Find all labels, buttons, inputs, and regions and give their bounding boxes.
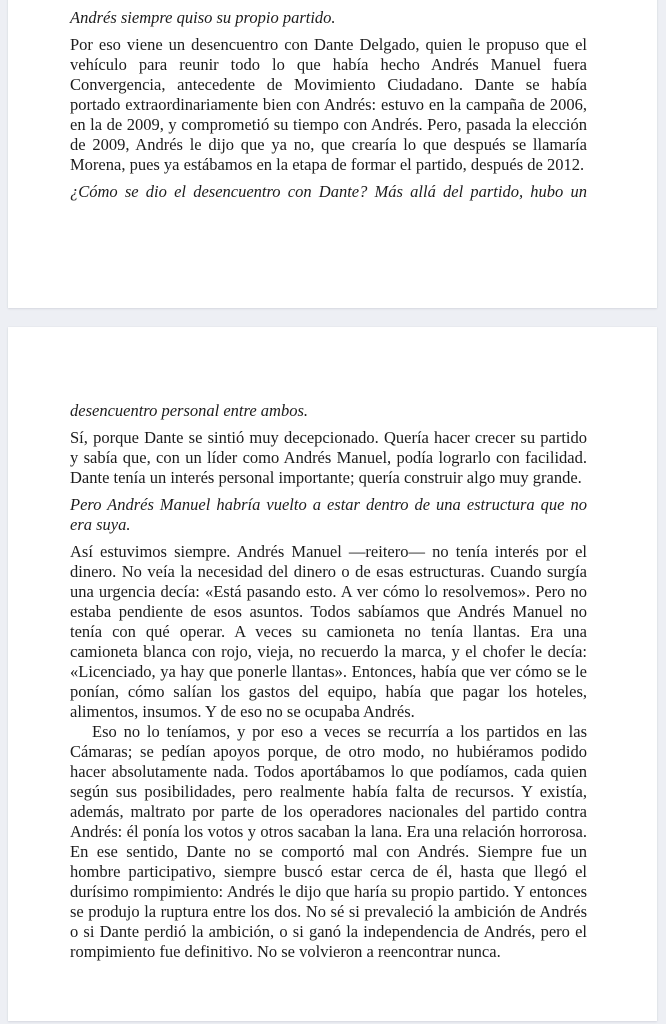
interview-answer: Por eso viene un desencuentro con Dante Delgado, quien le propuso que el vehículo para reunir todo lo que había hecho Andrés Manuel fuera Convergencia, antecedente de Movimiento Ciudadano. Dante se había portado extraordinariamente bien con Andrés: estuvo en la campaña de 2006, en la de 2009, y comprometió su tiempo con Andrés. Pero, pasada la elección de 2009, Andrés le dijo que ya no, que crearía lo que después se llamaría Morena, pues ya estábamos en la etapa de formar el partido, después de 2012. bbox=[70, 35, 587, 174]
interview-question: ¿Cómo se dio el desencuentro con Dante? Más allá del partido, hubo un bbox=[70, 182, 587, 201]
page-text-column bbox=[8, 0, 657, 202]
interview-answer: Sí, porque Dante se sintió muy decepcionado. Quería hacer crecer su partido y sabía que, con un líder como Andrés Manuel, podía lograrlo con facilidad. Dante tenía un interés personal importante; quería construir algo muy grande. bbox=[70, 428, 587, 487]
interview-question: desencuentro personal entre ambos. bbox=[70, 401, 308, 420]
interview-answer: Eso no lo teníamos, y por eso a veces se recurría a los partidos en las Cámaras; se pedían apoyos porque, de otro modo, no hubiéramos podido hacer absolutamente nada. Todos aportábamos lo que podíamos, cada quien según sus posibilidades, pero realmente había falta de recursos. Y existía, además, maltrato por parte de los operadores nacionales del partido contra Andrés: él ponía los votos y otros sacaban la lana. Era una relación horrorosa. En ese sentido, Dante no se comportó mal con Andrés. Siempre fue un hombre participativo, siempre buscó estar cerca de él, hasta que llegó el durísimo rompimiento: Andrés le dijo que haría su propio partido. Y entonces se produjo la ruptura entre los dos. No sé si prevaleció la ambición de Andrés o si Dante perdió la ambición, o si ganó la independencia de Andrés, pero el rompimiento fue definitivo. No se volvieron a reencontrar nunca. bbox=[70, 722, 587, 961]
interview-answer: Así estuvimos siempre. Andrés Manuel —reitero— no tenía interés por el dinero. No veía la necesidad del dinero o de esas estructuras. Cuando surgía una urgencia decía: «Está pasando esto. A ver cómo lo resolvemos». Pero no estaba pendiente de esos asuntos. Todos sabíamos que Andrés Manuel no tenía con qué operar. A veces su camioneta no tenía llantas. Era una camioneta blanca con rojo, vieja, no recuerdo la marca, y el chofer le decía: «Licenciado, ya hay que ponerle llantas». Entonces, había que ver cómo se le ponían, cómo salían los gastos del equipo, había que pagar los hoteles, alimentos, insumos. Y de eso no se ocupaba Andrés. bbox=[70, 542, 587, 721]
book-page-previous bbox=[8, 0, 657, 308]
book-page-current bbox=[8, 327, 657, 1021]
interview-question: Pero Andrés Manuel habría vuelto a estar dentro de una estructura que no era suya. bbox=[70, 495, 587, 534]
interview-question: Andrés siempre quiso su propio partido. bbox=[70, 8, 336, 27]
page-text-column bbox=[8, 327, 657, 962]
